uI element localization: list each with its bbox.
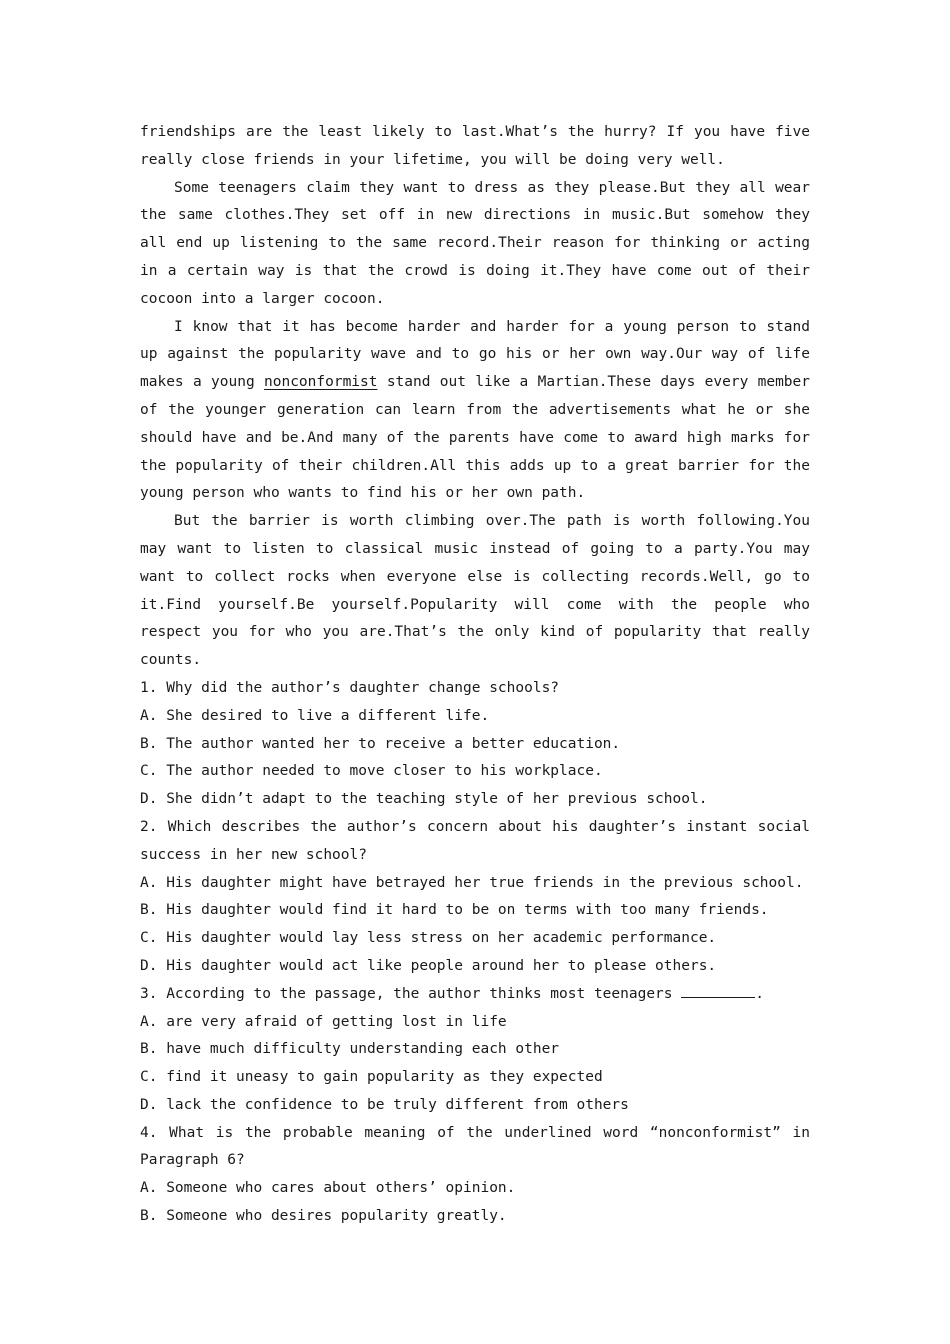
question-3-option-c: C. find it uneasy to gain popularity as they expected <box>140 1069 603 1086</box>
passage-paragraph-continued: friendships are the least likely to last.What’s the hurry? If you have five really close friends in your lifetime, you will be doing very well. <box>140 124 810 168</box>
passage-paragraph-conformity: Some teenagers claim they want to dress as they please.But they all wear the same clothes.They set off in new directions in music.But somehow they all end up listening to the same record.Their reason for thinking or acting in a certain way is that the crowd is doing it.They have come out of their cocoon into a larger cocoon. <box>140 179 810 307</box>
paragraph-text-before: I know that it has become harder and harder for a young person to stand up against the popularity wave and to go his or her own way.Our way of life makes a young <box>140 318 810 391</box>
answer-blank <box>681 983 755 998</box>
question-4-stem: 4. What is the probable meaning of the underlined word “nonconformist” in Paragraph 6? <box>140 1124 810 1169</box>
question-1-option-a: A. She desired to live a different life. <box>140 707 490 724</box>
question-3-stem-end: . <box>755 985 764 1002</box>
question-3-stem <box>140 981 810 1009</box>
question-2-stem: 2. Which describes the author’s concern about his daughter’s instant social success in her new school? <box>140 818 810 863</box>
question-3-option-d: D. lack the confidence to be truly different from others <box>140 1096 629 1113</box>
question-2-option-b: B. His daughter would find it hard to be on terms with too many friends. <box>140 902 769 919</box>
question-1-option-d: D. She didn’t adapt to the teaching style of her previous school. <box>140 791 708 808</box>
question-2-option-a: A. His daughter might have betrayed her true friends in the previous school. <box>140 874 804 891</box>
question-4-option-b: B. Someone who desires popularity greatly. <box>140 1208 507 1225</box>
question-2-option-c: C. His daughter would lay less stress on her academic performance. <box>140 930 717 947</box>
question-1-option-b: B. The author wanted her to receive a better education. <box>140 735 621 752</box>
question-3-option-a: A. are very afraid of getting lost in life <box>140 1013 507 1030</box>
document-page <box>140 119 810 1231</box>
underlined-word: nonconformist <box>264 374 378 391</box>
question-1-option-c: C. The author needed to move closer to his workplace. <box>140 763 603 780</box>
question-2-option-d: D. His daughter would act like people around her to please others. <box>140 957 717 974</box>
question-3-option-b: B. have much difficulty understanding each other <box>140 1041 560 1058</box>
question-3-stem-text: 3. According to the passage, the author thinks most teenagers <box>140 985 673 1002</box>
passage-paragraph-conclusion: But the barrier is worth climbing over.The path is worth following.You may want to listen to classical music instead of going to a party.You may want to collect rocks when everyone else is collecting records.Well, go to it.Find yourself.Be yourself.Popularity will come with the people who respect you for who you are.That’s the only kind of popularity that really counts. <box>140 513 810 669</box>
passage-paragraph-nonconformist <box>140 314 810 509</box>
paragraph-text-after: stand out like a Martian.These days every member of the younger generation can learn from the advertisements what he or she should have and be.And many of the parents have come to award high marks for the popularity of their children.All this adds up to a great barrier for the young person who wants to find his or her own path. <box>140 374 810 502</box>
question-4-option-a: A. Someone who cares about others’ opinion. <box>140 1180 516 1197</box>
question-1-stem: 1. Why did the author’s daughter change schools? <box>140 679 560 696</box>
